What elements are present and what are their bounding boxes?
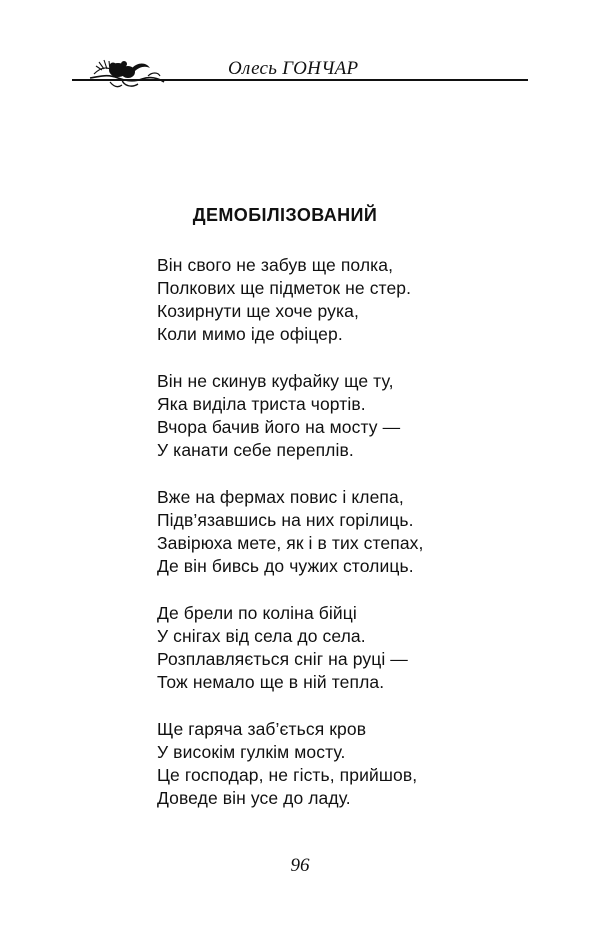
poem-line: Він не скинув куфайку ще ту, [157,371,394,391]
stanza [157,486,497,578]
stanza [157,602,497,694]
poem-line: Вчора бачив його на мосту — [157,417,401,437]
page-number: 96 [290,855,310,876]
poem-line: Вже на фермах повис і клепа, [157,487,404,507]
poem-line: Де брели по коліна бійці [157,603,357,623]
poem-line: Де він бивсь до чужих столиць. [157,556,414,576]
poem-line: Доведе він усе до ладу. [157,788,351,808]
page-header [0,0,600,100]
poem-line: У високім гулкім мосту. [157,742,346,762]
stanza [157,254,497,346]
stanza [157,718,497,810]
stanza [157,370,497,462]
poem-line: Яка виділа триста чортів. [157,394,366,414]
poem-line: Коли мимо іде офіцер. [157,324,343,344]
poem-line: Тож немало ще в ній тепла. [157,672,385,692]
poem-line: У канати себе переплів. [157,440,354,460]
poem-line: Розплавляється сніг на руці — [157,649,408,669]
poem-line: Ще гаряча заб’ється кров [157,719,367,739]
poem-title: ДЕМОБІЛІЗОВАНИЙ [192,205,378,225]
poem-line: Він свого не забув ще полка, [157,255,394,275]
running-head: Олесь ГОНЧАР [228,58,359,79]
poem-line: Козирнути ще хоче рука, [157,301,359,321]
floral-ornament-icon [88,52,166,92]
poem-line: Підв’язавшись на них горілиць. [157,510,414,530]
poem-body [157,254,497,834]
poem-line: Полкових ще підметок не стер. [157,278,412,298]
poem-line: У снігах від села до села. [157,626,366,646]
poem-line: Завірюха мете, як і в тих степах, [157,533,424,553]
poem-line: Це господар, не гість, прийшов, [157,765,418,785]
